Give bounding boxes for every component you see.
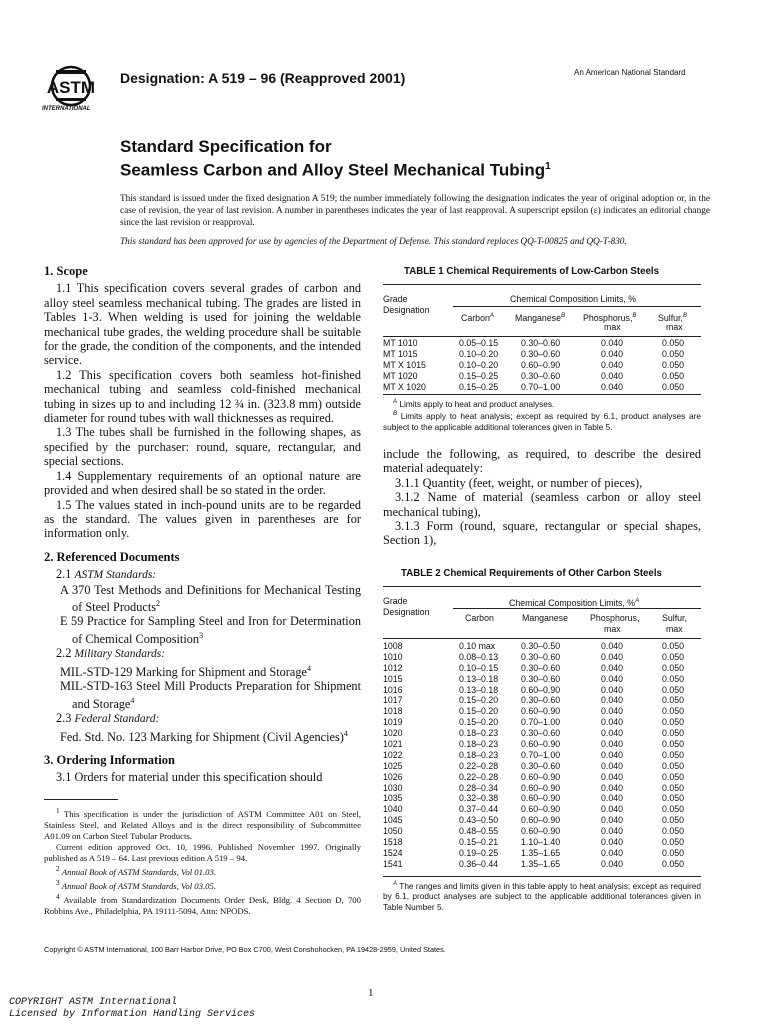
t2-cell: 0.32–0.38 [459, 793, 499, 804]
t2-cell: 0.050 [662, 847, 685, 858]
t2-cell: 0.050 [662, 837, 685, 848]
t2-cell: 0.15–0.21 [459, 837, 499, 848]
t2-row [383, 663, 701, 674]
t2-cell: 0.040 [601, 717, 624, 728]
t2-cell: 1018 [383, 706, 403, 717]
t2-cell: 0.15–0.20 [459, 695, 499, 706]
stamp-line1: COPYRIGHT ASTM International [9, 997, 178, 1008]
referenced-documents-heading: 2. Referenced Documents [44, 549, 180, 564]
t2-row [383, 772, 701, 783]
table1-notes [383, 397, 701, 432]
footnote-4: $^4$ Available from Standardization Documents Order Desk, Bldg. 4 Section D, 700 Robbins Ave., Philadelphia, PA 19111-5094, Attn: NPODS. [44, 892, 361, 916]
t1-manganese-header: Manganese$^B$ [515, 312, 565, 323]
t1-row [383, 349, 701, 360]
t2-phos-max: max [604, 624, 621, 634]
t2-row [383, 717, 701, 728]
t2-cell: 1026 [383, 771, 403, 782]
t1-grade-h1: Grade [383, 294, 408, 304]
table2-title: TABLE 2 Chemical Requirements of Other Carbon Steels [401, 568, 662, 579]
t2-grade-h1: Grade [383, 596, 408, 606]
t1-cell: 0.15–0.25 [459, 381, 499, 392]
t2-row [383, 695, 701, 706]
t1-cell: MT 1020 [383, 370, 418, 381]
scope-1-3: 1.3 The tubes shall be furnished in the following shapes, as specified by the purchaser: round, square, rectangular, and special sections. [44, 425, 361, 469]
t1-cell: 0.040 [601, 370, 624, 381]
t1-cell: MT 1015 [383, 348, 418, 359]
ref-a370: A 370 Test Methods and Definitions for Mechanical Testing of Steel Products$^2$ [60, 582, 361, 615]
footnote-1b: Current edition approved Oct. 10, 1996. Published November 1997. Originally published as A 519 – 64. Last previous edition A 519 – 94. [44, 841, 361, 863]
t2-cell: 0.050 [662, 706, 685, 717]
table1-title: TABLE 1 Chemical Requirements of Low-Carbon Steels [404, 266, 659, 277]
ordering-3-1-3: 3.1.3 Form (round, square, rectangular or special shapes, Section 1), [383, 519, 701, 548]
t1-sulf-max: max [666, 322, 683, 332]
t2-cell: 0.30–0.60 [521, 662, 561, 673]
t2-cell: 1524 [383, 847, 403, 858]
ordering-3-1-1: 3.1.1 Quantity (feet, weight, or number of pieces), [395, 475, 643, 490]
t2-cell: 1541 [383, 858, 403, 869]
t2-cell: 0.22–0.28 [459, 771, 499, 782]
t2-cell: 0.040 [601, 641, 624, 651]
t1-cell: 0.050 [662, 348, 685, 359]
t2-cell: 0.050 [662, 804, 685, 815]
ordering-3-1-2: 3.1.2 Name of material (seamless carbon or alloy steel mechanical tubing), [383, 490, 701, 519]
ordering-heading: 3. Ordering Information [44, 753, 175, 768]
t2-cell: 0.13–0.18 [459, 684, 499, 695]
t2-grade-h2: Designation [383, 607, 430, 617]
t2-cell: 0.10–0.15 [459, 662, 499, 673]
t1-cell: 0.040 [601, 348, 624, 359]
t2-row [383, 750, 701, 761]
t2-cell: 1019 [383, 717, 403, 728]
t2-cell: 1045 [383, 815, 403, 826]
t2-cell: 1035 [383, 793, 403, 804]
t2-cell: 0.70–1.00 [521, 717, 561, 728]
t1-phos-header: Phosphorus,$^B$ [583, 312, 637, 323]
t2-cell: 0.040 [601, 782, 624, 793]
t2-cell: 0.15–0.20 [459, 706, 499, 717]
t2-cell: 0.040 [601, 771, 624, 782]
scope-1-1: 1.1 This specification covers several grades of carbon and alloy steel seamless mechanical tubing. The grades are listed in Tables 1-3. When welding is used for joining the weldable mechanical tube grades, the welding procedure shall be suitable for the grade, the condition of the components, and the intended service. [44, 281, 361, 368]
t2-row [383, 728, 701, 739]
t1-grade-h2: Designation [383, 305, 430, 315]
t2-cell: 0.050 [662, 673, 685, 684]
t2-cell: 0.040 [601, 662, 624, 673]
ref-2-1: 2.1 ASTM Standards: [56, 567, 157, 582]
t2-cell: 1015 [383, 673, 403, 684]
t2-cell: 0.08–0.13 [459, 651, 499, 662]
t2-cell: 0.60–0.90 [521, 826, 561, 837]
t2-cell: 1021 [383, 739, 403, 750]
t2-cell: 0.18–0.23 [459, 728, 499, 739]
t2-cell: 0.37–0.44 [459, 804, 499, 815]
t2-cell: 0.040 [601, 728, 624, 739]
t2-cell: 0.040 [601, 847, 624, 858]
t2-cell: 0.30–0.60 [521, 728, 561, 739]
ordering-3-1: 3.1 Orders for material under this specification should [56, 770, 323, 785]
t2-cell: 0.60–0.90 [521, 793, 561, 804]
american-national-standard: An American National Standard [574, 68, 686, 77]
t2-cell: 0.040 [601, 826, 624, 837]
t2-cell: 0.60–0.90 [521, 684, 561, 695]
t2-cell: 0.040 [601, 695, 624, 706]
t2-cell: 0.13–0.18 [459, 673, 499, 684]
page-number: 1 [368, 987, 374, 999]
t2-cell: 0.050 [662, 684, 685, 695]
t2-cell: 0.30–0.60 [521, 651, 561, 662]
t2-cell: 0.050 [662, 826, 685, 837]
document-title [120, 137, 551, 181]
t2-cell: 0.60–0.90 [521, 782, 561, 793]
t2-cell: 0.050 [662, 662, 685, 673]
ref-2-2: 2.2 Military Standards: [56, 646, 166, 661]
scope-1-4: 1.4 Supplementary requirements of an optional nature are provided and when desired shall be so stated in the order. [44, 468, 361, 498]
t1-cell: 0.040 [601, 381, 624, 392]
t1-phos-max: max [604, 322, 621, 332]
t2-cell: 0.050 [662, 739, 685, 750]
t2-row [383, 761, 701, 772]
t2-sulf-max: max [666, 624, 683, 634]
t2-cell: 0.19–0.25 [459, 847, 499, 858]
t2-row [383, 641, 701, 652]
t2-cell: 0.050 [662, 695, 685, 706]
footnote-3: $^3$ Annual Book of ASTM Standards, Vol 03.05. [56, 878, 216, 891]
t2-cell: 1010 [383, 651, 403, 662]
t1-row [383, 382, 701, 393]
t2-cell: 0.040 [601, 815, 624, 826]
t2-cell: 1022 [383, 749, 403, 760]
t2-cell: 0.040 [601, 749, 624, 760]
copyright-line: Copyright © ASTM International, 100 Barr Harbor Drive, PO Box C700, West Conshohocken, PA 19428-2959, United States. [44, 945, 446, 954]
ordering-continued: include the following, as required, to describe the desired material adequately: [383, 447, 701, 476]
t2-note-a: $^A$ The ranges and limits given in this table apply to heat analysis; except as required by 6.1, product analyses are subject to the applicable additional tolerances given in Table Number 5. [383, 880, 702, 912]
t2-row [383, 837, 701, 848]
t2-row [383, 739, 701, 750]
t2-cell: 1.35–1.65 [521, 847, 561, 858]
t2-cell: 0.60–0.90 [521, 771, 561, 782]
t2-cell: 0.050 [662, 717, 685, 728]
t2-row [383, 826, 701, 837]
t2-cell: 0.30–0.60 [521, 695, 561, 706]
t2-cell: 1016 [383, 684, 403, 695]
t2-cell: 0.040 [601, 706, 624, 717]
designation: Designation: A 519 – 96 (Reapproved 2001) [120, 70, 406, 86]
table1-bottom-rule [383, 394, 701, 395]
t2-row [383, 859, 701, 870]
t1-group-header: Chemical Composition Limits, % [510, 294, 637, 304]
t1-cell: 0.050 [662, 370, 685, 381]
t2-cell: 0.050 [662, 651, 685, 662]
ref-fed123: Fed. Std. No. 123 Marking for Shipment (Civil Agencies)$^4$ [60, 728, 348, 744]
t1-cell: 0.05–0.15 [459, 338, 499, 348]
t2-cell: 1040 [383, 804, 403, 815]
t2-cell: 0.040 [601, 804, 624, 815]
table2-bottom-rule [383, 876, 701, 877]
t2-cell: 0.70–1.00 [521, 749, 561, 760]
table1-header-rule [383, 336, 701, 337]
t1-cell: 0.30–0.60 [521, 348, 561, 359]
t2-cell: 0.050 [662, 728, 685, 739]
ref-e59: E 59 Practice for Sampling Steel and Iron for Determination of Chemical Composition$^3$ [60, 614, 361, 646]
t1-cell: MT 1010 [383, 338, 418, 348]
t2-cell: 1012 [383, 662, 403, 673]
ref-mil163: MIL-STD-163 Steel Mill Products Preparation for Shipment and Storage$^4$ [60, 679, 361, 711]
scope-heading: 1. Scope [44, 264, 88, 278]
title-line1: Standard Specification for [120, 137, 332, 156]
t2-cell: 0.30–0.60 [521, 760, 561, 771]
t1-row [383, 360, 701, 371]
left-column [44, 264, 361, 785]
t2-cell: 0.040 [601, 793, 624, 804]
t2-row [383, 815, 701, 826]
t1-sulf-header: Sulfur,$^B$ [658, 312, 687, 323]
t1-cell: 0.040 [601, 359, 624, 370]
t2-cell: 1017 [383, 695, 403, 706]
t2-cell: 0.30–0.50 [521, 641, 561, 651]
t1-note-b: $^B$ Limits apply to heat analysis; except as required by 6.1, product analyses are subject to the applicable additional tolerances given in Table 5. [383, 411, 701, 432]
t2-cell: 1050 [383, 826, 403, 837]
t2-row [383, 848, 701, 859]
scope-1-2: 1.2 This specification covers both seamless hot-finished mechanical tubing and seamless cold-finished mechanical tubing in sizes up to and including 12 ¾ in. (323.8 mm) outside diameter for round tubes with wall thicknesses as required. [44, 367, 361, 426]
t2-cell: 0.050 [662, 771, 685, 782]
footnote-rule [44, 799, 118, 800]
t2-cell: 0.36–0.44 [459, 858, 499, 869]
table1-top-rule [383, 284, 701, 285]
t2-cell: 1025 [383, 760, 403, 771]
t2-cell: 0.43–0.50 [459, 815, 499, 826]
t1-carbon-header: Carbon$^A$ [461, 312, 494, 323]
t1-cell: 0.60–0.90 [521, 359, 561, 370]
t2-cell: 0.60–0.90 [521, 706, 561, 717]
t2-cell: 0.040 [601, 684, 624, 695]
svg-text:ASTM: ASTM [46, 78, 96, 97]
t2-group-header: Chemical Composition Limits, %$^A$ [509, 597, 640, 608]
t1-note-a: $^A$ Limits apply to heat and product analyses. [393, 398, 555, 409]
t1-cell: 0.040 [601, 338, 624, 348]
dod-approval-note: This standard has been approved for use by agencies of the Department of Defense. This standard replaces QQ-T-00825 and QQ-T-830. [120, 237, 627, 247]
ref-mil129: MIL-STD-129 Marking for Shipment and Storage$^4$ [60, 663, 311, 679]
t1-cell: MT X 1020 [383, 381, 426, 392]
t2-cell: 0.050 [662, 815, 685, 826]
t2-cell: 1008 [383, 641, 403, 651]
t2-cell: 0.040 [601, 858, 624, 869]
t2-cell: 1518 [383, 837, 403, 848]
t1-cell: 0.10–0.20 [459, 348, 499, 359]
t2-cell: 0.040 [601, 760, 624, 771]
footnotes [44, 806, 361, 917]
t2-cell: 0.10 max [459, 641, 496, 651]
t2-cell: 0.040 [601, 739, 624, 750]
t2-cell: 1.10–1.40 [521, 837, 561, 848]
t1-cell: 0.15–0.25 [459, 370, 499, 381]
t2-sulf-header: Sulfur, [662, 613, 687, 623]
t1-cell: 0.050 [662, 338, 685, 348]
t2-cell: 0.040 [601, 651, 624, 662]
t2-cell: 0.60–0.90 [521, 804, 561, 815]
t2-cell: 0.040 [601, 673, 624, 684]
astm-logo [38, 62, 104, 118]
t2-cell: 0.18–0.23 [459, 749, 499, 760]
t2-cell: 0.050 [662, 793, 685, 804]
right-column-text [383, 447, 701, 548]
table2-top-rule [383, 586, 701, 587]
t2-cell: 0.60–0.90 [521, 739, 561, 750]
t1-cell: MT X 1015 [383, 359, 426, 370]
license-stamp [9, 997, 255, 1021]
t1-cell: 0.050 [662, 381, 685, 392]
t2-cell: 1020 [383, 728, 403, 739]
ref-2-3: 2.3 Federal Standard: [56, 711, 160, 726]
t2-row [383, 706, 701, 717]
footnote-1: $^1$ This specification is under the jurisdiction of ASTM Committee A01 on Steel, Stainless Steel, and Related Alloys and is the direct responsibility of Subcommittee A01.09 on Carbon Steel Tubular Products. [44, 807, 361, 841]
t1-row [383, 371, 701, 382]
issuance-note: This standard is issued under the fixed designation A 519; the number immediately following the designation indicates the year of original adoption or, in the case of revision, the year of last revision. A number in parentheses indicates the year of last reapproval. A superscript epsilon (ε) indicates an editorial change since the last revision or reapproval. [120, 194, 710, 228]
t2-phos-header: Phosphorus, [590, 613, 640, 623]
t2-cell: 0.18–0.23 [459, 739, 499, 750]
t2-cell: 0.22–0.28 [459, 760, 499, 771]
t1-cell: 0.30–0.60 [521, 370, 561, 381]
t1-cell: 0.70–1.00 [521, 381, 561, 392]
t2-row [383, 652, 701, 663]
t2-row [383, 793, 701, 804]
t2-cell: 0.050 [662, 858, 685, 869]
t2-cell: 0.050 [662, 782, 685, 793]
t2-cell: 0.050 [662, 749, 685, 760]
t2-cell: 0.60–0.90 [521, 815, 561, 826]
t2-cell: 0.040 [601, 837, 624, 848]
t1-group-rule [453, 306, 701, 307]
t2-row [383, 804, 701, 815]
table2-header-rule [383, 638, 701, 639]
t2-cell: 1.35–1.65 [521, 858, 561, 869]
table2-notes [383, 879, 701, 913]
table2-header [383, 592, 701, 638]
t2-cell: 0.050 [662, 641, 685, 651]
t2-cell: 0.15–0.20 [459, 717, 499, 728]
t2-cell: 0.28–0.34 [459, 782, 499, 793]
t1-cell: 0.10–0.20 [459, 359, 499, 370]
scope-1-5: 1.5 The values stated in inch-pound units are to be regarded as the standard. The values given in parentheses are for information only. [44, 497, 361, 541]
t2-cell: 1030 [383, 782, 403, 793]
t2-row [383, 685, 701, 696]
t1-row [383, 338, 701, 349]
t2-carbon-header: Carbon [465, 613, 494, 623]
t2-row [383, 783, 701, 794]
t2-row [383, 674, 701, 685]
logo-text: INTERNATIONAL [42, 106, 91, 112]
t1-cell: 0.050 [662, 359, 685, 370]
t2-cell: 0.050 [662, 760, 685, 771]
t2-group-rule [453, 608, 701, 609]
t2-manganese-header: Manganese [522, 613, 568, 623]
t2-cell: 0.48–0.55 [459, 826, 499, 837]
table2-body [383, 641, 701, 870]
footnote-2: $^2$ Annual Book of ASTM Standards, Vol 01.03. [56, 864, 216, 877]
stamp-line2: Licensed by Information Handling Services [9, 1009, 256, 1020]
table1-body [383, 338, 701, 392]
t1-cell: 0.30–0.60 [521, 338, 561, 348]
title-line2: Seamless Carbon and Alloy Steel Mechanical Tubing$^1$ [120, 160, 551, 180]
t2-cell: 0.30–0.60 [521, 673, 561, 684]
